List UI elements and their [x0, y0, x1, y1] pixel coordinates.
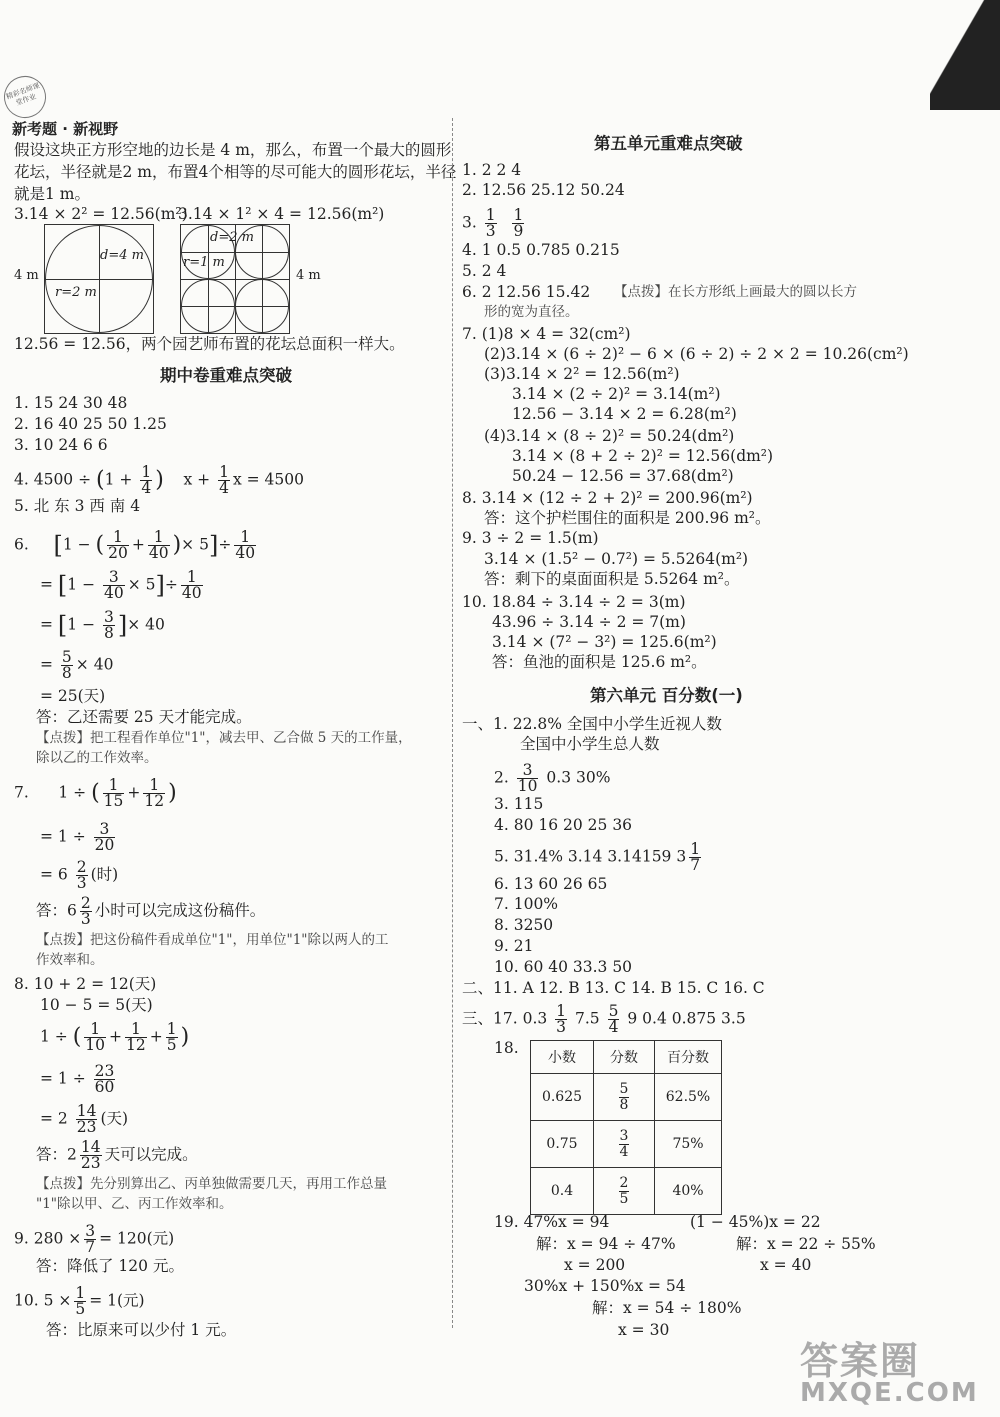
mid-answer-9-conclusion: 答：降低了 120 元。: [36, 1257, 184, 1275]
unit6-answer-19-eq2: (1 − 45%)x = 22: [690, 1213, 821, 1231]
mid-answer-6-conclusion: 答：乙还需要 25 天才能完成。: [36, 708, 252, 726]
mid-answer-8-line-3: 1 ÷ ( $\frac{1}{10}$ + $\frac{1}{12}$ + $\frac{1}{5}$ ): [40, 1020, 190, 1054]
header-decimal: 小数: [531, 1041, 594, 1074]
unit5-answer-6-tip-2: 形的宽为直径。: [484, 304, 579, 320]
mid-answer-7-line-3: = 6 $\frac{2}{3}$ (时): [40, 858, 119, 892]
unit6-answer-8: 8. 3250: [494, 916, 554, 934]
diameter-label-2: d=2 m: [210, 230, 254, 245]
mid-answer-6-line-3: = [1 − $\frac{3}{8}$ ]× 40: [40, 608, 165, 642]
unit6-answer-1-line-1: 一、1. 22.8% 全国中小学生近视人数: [462, 715, 722, 733]
mid-answer-10: 10. 5 × $\frac{1}{5}$ = 1(元): [14, 1284, 145, 1318]
header-fraction: 分数: [594, 1041, 655, 1074]
unit6-answer-19-eq1: 19. 47%x = 94: [494, 1213, 610, 1231]
unit5-answer-7-line-6: (4)3.14 × (8 ÷ 2)² = 50.24(dm²): [484, 427, 735, 445]
mid-answer-6-line-2: = [1 − $\frac{3}{40}$ × 5]÷ $\frac{1}{40}$: [40, 568, 202, 602]
unit5-answer-1: 1. 2 2 4: [462, 161, 522, 179]
section-title-new-view: 新考题 · 新视野: [12, 120, 119, 138]
mid-answer-6-line-4: = $\frac{5}{8}$ × 40: [40, 648, 114, 682]
mid-answer-8-tip-2: "1"除以甲、乙、丙工作效率和。: [36, 1196, 233, 1212]
table-row: 0.625 $\frac{5}{8}$ 62.5%: [531, 1074, 722, 1121]
conclusion: 12.56 = 12.56，两个园艺师布置的花坛总面积一样大。: [14, 335, 405, 353]
mid-answer-6-tip-2: 除以乙的工作效率。: [36, 750, 158, 766]
unit6-answer-10: 10. 60 40 33.3 50: [494, 958, 633, 976]
unit6-answer-18-label: 18.: [494, 1039, 519, 1057]
mid-answer-7-line-2: = 1 ÷ $\frac{3}{20}$: [40, 820, 115, 854]
watermark-url: MXQE.COM: [800, 1378, 979, 1408]
unit6-answer-1-line-2: 全国中小学生总人数: [520, 735, 660, 753]
mid-answer-8-line-4: = 1 ÷ $\frac{23}{60}$: [40, 1062, 115, 1096]
unit5-answer-4: 4. 1 0.5 0.785 0.215: [462, 241, 620, 259]
unit6-answer-9: 9. 21: [494, 937, 534, 955]
unit5-answer-10-line-1: 10. 18.84 ÷ 3.14 ÷ 2 = 3(m): [462, 593, 686, 611]
grid-line-v1: [208, 225, 209, 333]
unit6-answer-19-res1: x = 200: [564, 1256, 626, 1274]
unit6-answer-19-sol2: 解：x = 22 ÷ 55%: [736, 1235, 876, 1253]
unit6-answer-19-eq3: 30%x + 150%x = 54: [524, 1277, 686, 1295]
radius-label-2: r=1 m: [183, 255, 225, 270]
unit5-answer-8-line-1: 8. 3.14 × (12 ÷ 2 + 2)² = 200.96(m²): [462, 489, 753, 507]
mid-answer-8-tip-1: 【点拨】先分别算出乙、丙单独做需要几天，再用工作总量: [36, 1176, 387, 1192]
intro-line-2: 花坛，半径就是2 m，布置4个相等的尽可能大的圆形花坛，半径: [14, 163, 457, 181]
unit6-answer-6: 6. 13 60 26 65: [494, 875, 608, 893]
mid-answer-8-line-5: = 2 $\frac{14}{23}$ (天): [40, 1102, 129, 1136]
unit6-answer-7: 7. 100%: [494, 895, 559, 913]
unit5-answer-7-line-3: (3)3.14 × 2² = 12.56(m²): [484, 365, 680, 383]
answer-4-prefix: 4. 4500 ÷: [14, 470, 92, 489]
unit5-answer-10-line-2: 43.96 ÷ 3.14 ÷ 2 = 7(m): [492, 613, 686, 631]
unit5-answer-7-line-7: 3.14 × (8 + 2 ÷ 2)² = 12.56(dm²): [512, 447, 774, 465]
watermark-logo: 答案圈: [800, 1339, 921, 1383]
mid-answer-6-line-5: = 25(天): [40, 687, 106, 705]
calc-one-circle: 3.14 × 2² = 12.56(m²): [14, 205, 188, 223]
unit5-answer-3: 3. $\frac{1}{3}$ $\frac{1}{9}$: [462, 206, 524, 240]
mid-answer-6-line-1: 6. [1 − ( $\frac{1}{20}$ + $\frac{1}{40}$ )× 5]÷ $\frac{1}{40}$: [14, 528, 256, 562]
mid-answer-8-line-1: 8. 10 + 2 = 12(天): [14, 975, 157, 993]
page-corner-shadow: [930, 0, 1000, 110]
side-label-2: 4 m: [296, 268, 321, 283]
mid-answer-4: 4. 4500 ÷ (1 + $\frac{1}{4}$ ) x + $\frac{1}{4}$ x = 4500: [14, 463, 304, 497]
unit5-answer-9-line-1: 9. 3 ÷ 2 = 1.5(m): [462, 529, 599, 547]
circular-stamp: 精彩名师课堂作业: [0, 70, 52, 124]
side-label-1: 4 m: [14, 268, 39, 283]
unit5-answer-9-conclusion: 答：剩下的桌面面积是 5.5264 m²。: [484, 570, 740, 588]
unit5-answer-7-line-2: (2)3.14 × (6 ÷ 2)² − 6 × (6 ÷ 2) ÷ 2 × 2 = 10.26(cm²): [484, 345, 909, 363]
table-row: 0.75 $\frac{3}{4}$ 75%: [531, 1121, 722, 1168]
intro-line-1: 假设这块正方形空地的边长是 4 m，那么，布置一个最大的圆形: [14, 141, 452, 159]
unit5-answer-6-tip-1: 【点拨】在长方形纸上画最大的圆以长方: [614, 284, 857, 300]
mid-answer-5: 5. 北 东 3 西 南 4: [14, 497, 141, 515]
percent-conversion-table: [530, 1040, 722, 1215]
unit-6-title: 第六单元 百分数(一): [590, 686, 743, 705]
unit5-answer-2: 2. 12.56 25.12 50.24: [462, 181, 625, 199]
mid-answer-7-tip-2: 作效率和。: [36, 952, 104, 968]
mid-answer-8-conclusion: 答：2 $\frac{14}{23}$ 天可以完成。: [36, 1138, 198, 1172]
table-row: 0.4 $\frac{2}{5}$ 40%: [531, 1168, 722, 1215]
mid-answer-7-tip-1: 【点拨】把这份稿件看成单位"1"，用单位"1"除以两人的工: [36, 932, 389, 948]
mid-answer-1: 1. 15 24 30 48: [14, 394, 128, 412]
unit6-answer-2: 2. $\frac{3}{10}$ 0.3 30%: [494, 761, 611, 795]
unit6-answer-17: 三、17. 0.3 $\frac{1}{3}$ 7.5 $\frac{5}{4}$ 9 0.4 0.875 3.5: [462, 1002, 746, 1036]
mid-answer-10-conclusion: 答：比原来可以少付 1 元。: [46, 1321, 237, 1339]
unit6-answer-19-res3: x = 30: [618, 1321, 670, 1339]
unit6-answer-19-sol3: 解：x = 54 ÷ 180%: [592, 1299, 742, 1317]
mid-answer-7-conclusion: 答：6 $\frac{2}{3}$ 小时可以完成这份稿件。: [36, 894, 266, 928]
unit5-answer-6: 6. 2 12.56 15.42: [462, 283, 591, 301]
radius-label-1: r=2 m: [55, 285, 97, 300]
diameter-vertical: [99, 225, 100, 333]
unit5-answer-7-line-1: 7. (1)8 × 4 = 32(cm²): [462, 325, 631, 343]
header-percent: 百分数: [655, 1041, 722, 1074]
unit6-answer-5: 5. 31.4% 3.14 3.14159 3 $\frac{1}{7}$: [494, 840, 701, 874]
diameter-label-1: d=4 m: [100, 248, 144, 263]
unit5-answer-7-line-5: 12.56 − 3.14 × 2 = 6.28(m²): [512, 405, 737, 423]
unit5-answer-10-conclusion: 答：鱼池的面积是 125.6 m²。: [492, 653, 707, 671]
unit5-answer-8-conclusion: 答：这个护栏围住的面积是 200.96 m²。: [484, 509, 771, 527]
mid-answer-3: 3. 10 24 6 6: [14, 436, 108, 454]
mid-answer-9: 9. 280 × $\frac{3}{7}$ = 120(元): [14, 1222, 175, 1256]
unit5-answer-5: 5. 2 4: [462, 262, 507, 280]
grid-line-v3: [262, 225, 263, 333]
mid-answer-2: 2. 16 40 25 50 1.25: [14, 415, 167, 433]
calc-four-circles: 3.14 × 1² × 4 = 12.56(m²): [178, 205, 385, 223]
unit6-answer-3: 3. 115: [494, 795, 544, 813]
unit6-answer-19-res2: x = 40: [760, 1256, 812, 1274]
midterm-title: 期中卷重难点突破: [160, 366, 292, 385]
unit5-answer-7-line-4: 3.14 × (2 ÷ 2)² = 3.14(m²): [512, 385, 721, 403]
unit5-answer-7-line-8: 50.24 − 12.56 = 37.68(dm²): [512, 467, 734, 485]
mid-answer-6-tip-1: 【点拨】把工程看作单位"1"，减去甲、乙合做 5 天的工作量，: [36, 730, 412, 746]
mid-answer-8-line-2: 10 − 5 = 5(天): [40, 996, 153, 1014]
fraction-1-4: $\frac{1}{4}$: [141, 463, 152, 497]
intro-line-3: 就是1 m。: [14, 185, 90, 203]
unit6-answer-19-sol1: 解：x = 94 ÷ 47%: [536, 1235, 676, 1253]
unit5-answer-9-line-2: 3.14 × (1.5² − 0.7²) = 5.5264(m²): [484, 550, 749, 568]
unit-5-title: 第五单元重难点突破: [594, 134, 743, 153]
unit6-answer-4: 4. 80 16 20 25 36: [494, 816, 633, 834]
unit6-answers-11-16: 二、11. A 12. B 13. C 14. B 15. C 16. C: [462, 979, 765, 997]
mid-answer-7-line-1: 7. 1 ÷ ( $\frac{1}{15}$ + $\frac{1}{12}$ ): [14, 776, 177, 810]
unit5-answer-10-line-3: 3.14 × (7² − 3²) = 125.6(m²): [492, 633, 717, 651]
column-divider: [452, 118, 453, 1328]
